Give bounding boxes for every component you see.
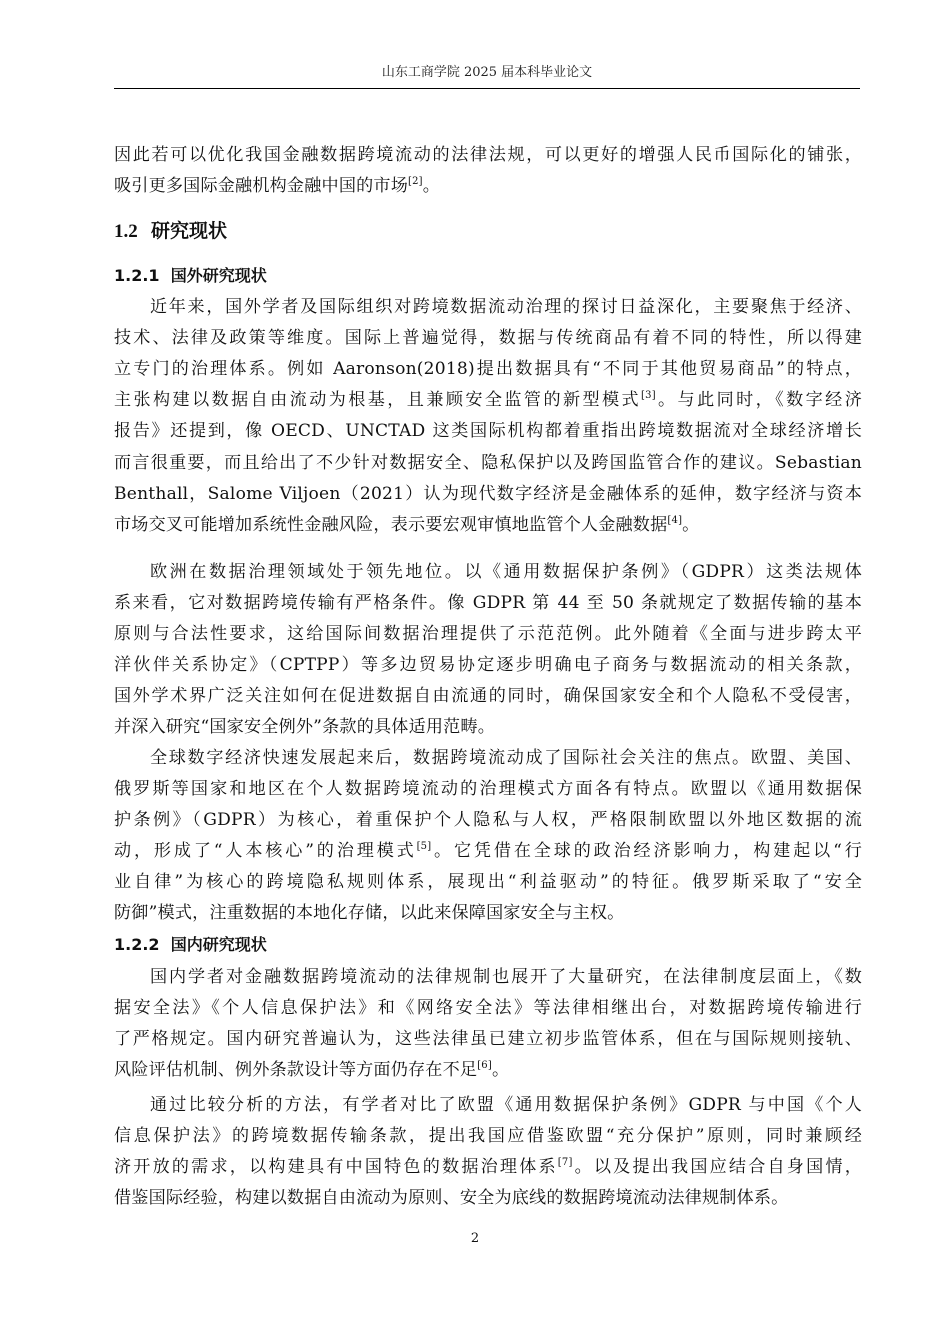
header-rule [114,88,860,89]
text-line: 近年来，国外学者及国际组织对跨境数据流动治理的探讨日益深化，主要聚焦于经济、 [150,297,862,317]
text-run: 。它凭借在全球的政治经济影响力，构建起以“行 [431,841,862,861]
text-line: 系来看，它对数据跨境传输有严格条件。像 GDPR 第 44 至 50 条就规定了数据传输的基本 [114,593,862,613]
text-line: 防御”模式，注重数据的本地化存储，以此来保障国家安全与主权。 [114,903,625,923]
text-line [114,1058,862,1082]
text-run: 。 [491,1060,510,1080]
text-line: 护条例》（GDPR）为核心，着重保护个人隐私与人权，严格限制欧盟以外地区数据的流 [114,810,862,830]
text-line: 全球数字经济快速发展起来后，数据跨境流动成了国际社会关注的焦点。欧盟、美国、 [150,748,862,768]
text-line [114,513,862,537]
text-run: 。以及提出我国应结合自身国情， [572,1157,862,1177]
text-line [114,174,862,198]
text-line: 并深入研究“国家安全例外”条款的具体适用范畴。 [114,717,496,737]
text-line: Benthall，Salome Viljoen（2021）认为现代数字经济是金融体系的延伸，数字经济与资本 [114,484,862,504]
subsection-heading-2 [114,933,267,957]
text-line: 国内学者对金融数据跨境流动的法律规制也展开了大量研究，在法律制度层面上，《数 [150,967,862,987]
text-line [114,1155,862,1179]
text-run: 吸引更多国际金融机构金融中国的市场 [114,176,408,196]
text-line: 俄罗斯等国家和地区在个人数据跨境流动的治理模式方面各有特点。欧盟以《通用数据保 [114,779,862,799]
text-line: 报告》还提到，像 OECD、UNCTAD 这类国际机构都着重指出跨境数据流对全球经济增长 [114,421,862,441]
subsection-title: 国外研究现状 [170,266,267,285]
page-number: 2 [470,1231,480,1246]
text-run: 市场交叉可能增加系统性金融风险，表示要宏观审慎地监管个人金融数据 [114,515,668,535]
text-run: 。 [682,515,700,535]
subsection-heading-1 [114,264,267,288]
text-line: 立专门的治理体系。例如 Aaronson(2018)提出数据具有“不同于其他贸易商品”的特点， [114,359,862,379]
citation: [6] [477,1060,492,1071]
text-run: 。 [422,176,441,196]
page-header: 山东工商学院 2025 届本科毕业论文 [381,65,593,80]
section-number: 1.2 [114,221,138,242]
text-line: 欧洲在数据治理领域处于领先地位。以《通用数据保护条例》（GDPR）这类法规体 [150,562,862,582]
text-line: 业自律”为核心的跨境隐私规则体系，展现出“利益驱动”的特征。俄罗斯采取了“安全 [114,872,862,892]
text-line: 原则与合法性要求，这给国际间数据治理提供了示范范例。此外随着《全面与进步跨太平 [114,624,862,644]
text-run: 。与此同时，《数字经济 [655,390,862,410]
text-line: 据安全法》《个人信息保护法》和《网络安全法》等法律相继出台，对数据跨境传输进行 [114,998,862,1018]
text-line: 洋伙伴关系协定》（CPTPP）等多边贸易协定逐步明确电子商务与数据流动的相关条款， [114,655,862,675]
citation: [5] [416,841,432,852]
text-line: 信息保护法》的跨境数据传输条款，提出我国应借鉴欧盟“充分保护”原则，同时兼顾经 [114,1126,862,1146]
section-heading [114,218,227,245]
text-line [114,388,862,412]
text-run: 动，形成了“人本核心”的治理模式 [114,841,417,861]
text-run: 主张构建以数据自由流动为根基，且兼顾安全监管的新型模式 [114,390,642,410]
section-title: 研究现状 [150,220,227,242]
subsection-title: 国内研究现状 [170,935,267,954]
text-run: 风险评估机制、例外条款设计等方面仍存在不足 [114,1060,478,1080]
text-line: 技术、法律及政策等维度。国际上普遍觉得，数据与传统商品有着不同的特性，所以得建 [114,328,862,348]
text-line: 而言很重要，而且给出了不少针对数据安全、隐私保护以及跨国监管合作的建议。Sebastian [114,453,862,473]
text-line: 借鉴国际经验，构建以数据自由流动为原则、安全为底线的数据跨境流动法律规制体系。 [114,1188,789,1208]
text-line: 因此若可以优化我国金融数据跨境流动的法律法规，可以更好的增强人民币国际化的铺张， [114,145,862,165]
citation: [2] [408,176,423,187]
citation: [7] [557,1157,573,1168]
citation: [3] [641,390,656,401]
text-run: 济开放的需求，以构建具有中国特色的数据治理体系 [114,1157,558,1177]
subsection-number: 1.2.1 [114,266,160,285]
text-line: 国外学术界广泛关注如何在促进数据自由流通的同时，确保国家安全和个人隐私不受侵害， [114,686,862,706]
subsection-number: 1.2.2 [114,935,160,954]
text-line: 通过比较分析的方法，有学者对比了欧盟《通用数据保护条例》GDPR 与中国《个人 [150,1095,862,1115]
text-line: 了严格规定。国内研究普遍认为，这些法律虽已建立初步监管体系，但在与国际规则接轨、 [114,1029,862,1049]
citation: [4] [667,515,683,526]
text-line [114,839,862,863]
